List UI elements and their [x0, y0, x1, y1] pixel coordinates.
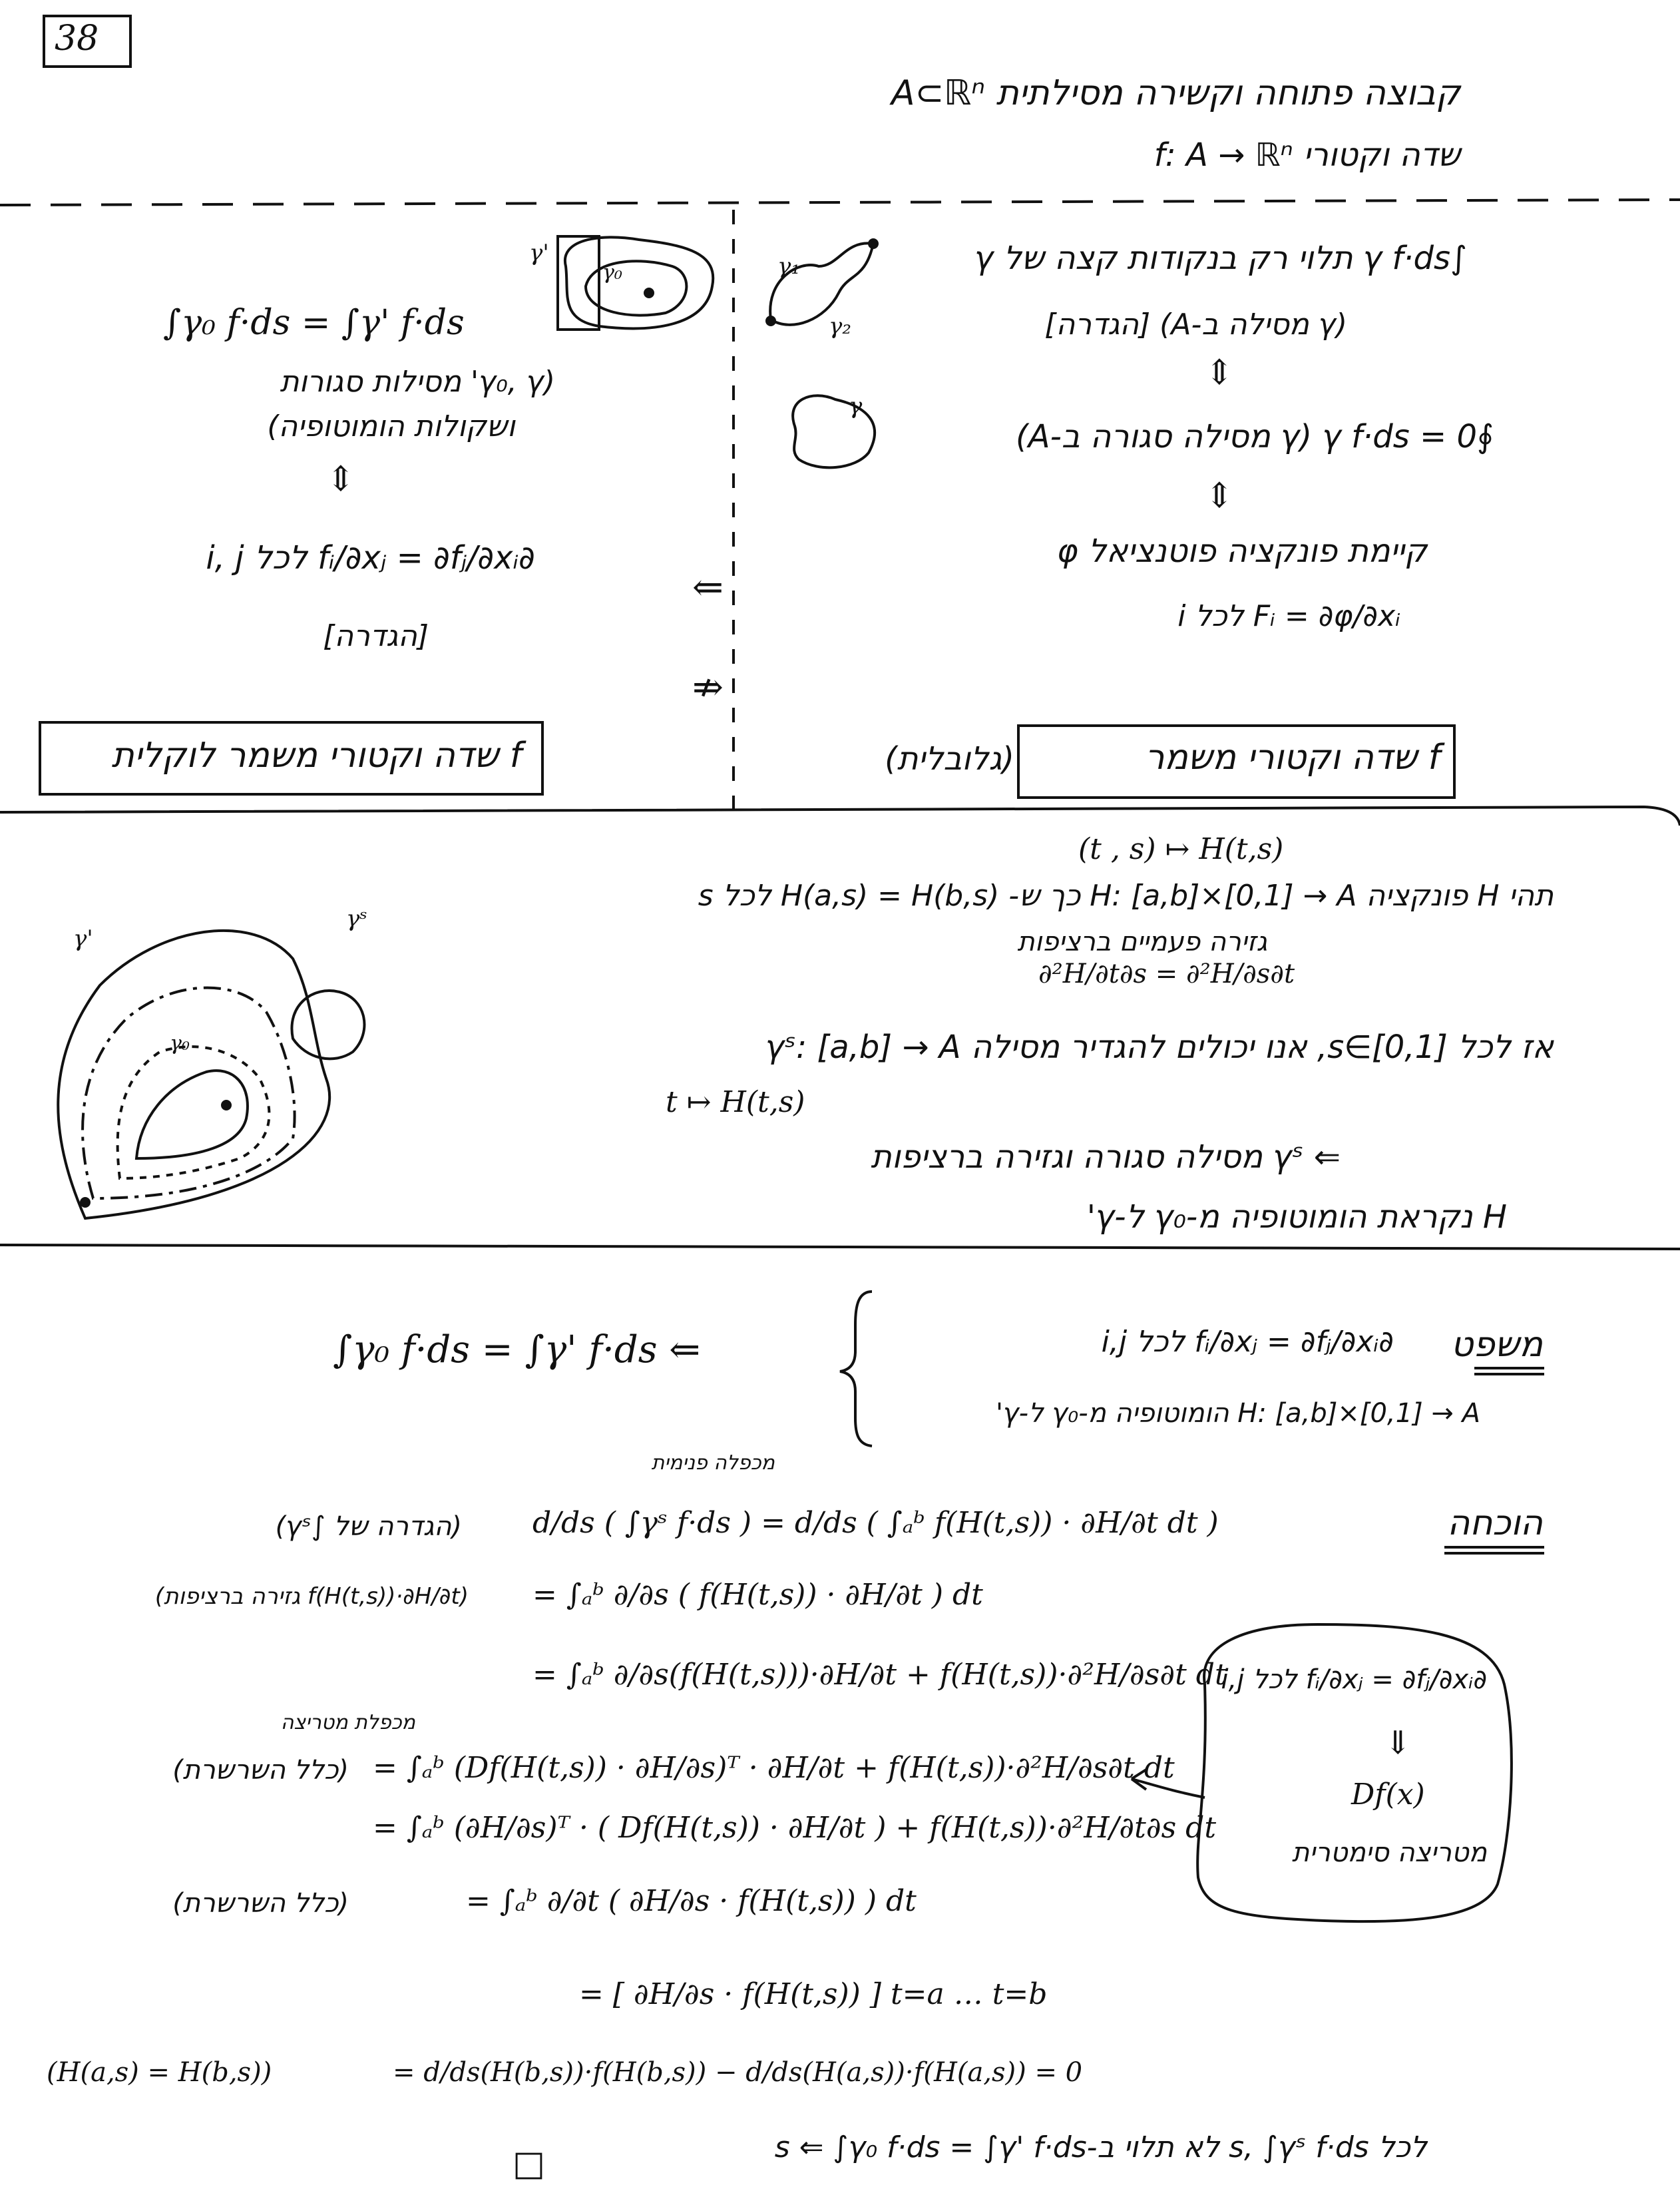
- proof-row-1: = ∫ₐᵇ ∂/∂s ( f(H(t,s)) · ∂H/∂t ) dt: [532, 1578, 983, 1612]
- right-line-2: ∮γ f·ds = 0 (γ מסילה סגורה ב-A): [1016, 418, 1494, 455]
- side-note-arrow-down: ⇓: [1384, 1724, 1412, 1762]
- side-note-line-4: מטריצה סימטרית: [1291, 1837, 1487, 1868]
- proof-remark-1: (f(H(t,s))·∂H/∂t גזירה ברציפות): [154, 1583, 469, 1610]
- left-line-2: ∂fᵢ/∂xⱼ = ∂fⱼ/∂xᵢ לכל i, j: [206, 539, 535, 577]
- left-iff: ⇕: [326, 459, 355, 499]
- label-gamma0: γ₀: [170, 1032, 190, 1055]
- proof-label: הוכחה: [1447, 1503, 1543, 1543]
- not-implies-arrow: ⇏: [692, 666, 724, 709]
- theorem-brace: [840, 1292, 872, 1446]
- proof-remark-5: (כלל השרשרת): [172, 1888, 349, 1919]
- proof-row-4: = ∫ₐᵇ (∂H/∂s)ᵀ · ( Df(H(t,s)) · ∂H/∂t ) + f(H(t,s))·∂²H/∂t∂s dt: [373, 1811, 1216, 1845]
- homotopy-line-7: H נקראת הומוטופיה מ-γ₀ ל-γ': [1086, 1198, 1507, 1236]
- proof-row-7: = d/ds(H(b,s))·f(H(b,s)) − d/ds(H(a,s))·f(H(a,s)) = 0: [393, 2057, 1083, 2088]
- proof-qed: □: [513, 2144, 546, 2184]
- page-number: 38: [55, 19, 99, 59]
- right-line-3b: Fᵢ = ∂φ/∂xᵢ לכל i: [1177, 599, 1400, 633]
- proof-row-6: = [ ∂H/∂s · f(H(t,s)) ] t=a … t=b: [579, 1977, 1048, 2011]
- left-line-1: ∫γ₀ f·ds = ∫γ' f·ds: [163, 303, 465, 343]
- label-gamma-prime: γ': [73, 925, 93, 952]
- homotopic-loops-sketch: [558, 236, 713, 330]
- theorem-label: משפט: [1450, 1325, 1543, 1365]
- proof-row-2: = ∫ₐᵇ ∂/∂s(f(H(t,s)))·∂H/∂t + f(H(t,s))·∂²H/∂s∂t dt: [532, 1658, 1227, 1692]
- right-iff-2: ⇕: [1205, 476, 1234, 516]
- header-line-1: קבוצה פתוחה וקשירה מסילתית A⊂ℝⁿ: [891, 73, 1460, 113]
- homotopy-line-3: ∂²H/∂t∂s = ∂²H/∂s∂t: [1038, 959, 1295, 989]
- homotopy-line-2: גזירה פעמיים ברציפות: [1017, 927, 1267, 957]
- right-line-1: ∫γ f·ds תלוי רק בנקודות קצה של γ: [974, 240, 1467, 277]
- right-line-3: קיימת פונקציה פוטנציאל φ: [1057, 533, 1427, 570]
- dashed-separator: [0, 200, 1680, 205]
- homotopy-line-1: תהי H פונקציה H: [a,b]×[0,1] → A כך ש- H(a,s) = H(b,s) לכל s: [698, 879, 1554, 913]
- label-gamma0-top: γ₀: [602, 261, 622, 284]
- closed-loop-sketch: [793, 395, 875, 467]
- homotopy-line-4: אז לכל s∈[0,1], אנו יכולים להגדיר מסילה γˢ: [a,b] → A: [765, 1029, 1554, 1066]
- label-gamma-prime-top: γ': [529, 240, 549, 266]
- label-gamma1: γ₁: [777, 253, 800, 280]
- left-line-1b: (γ₀, γ' מסילות סגורות: [280, 365, 555, 399]
- proof-note-dot: מכפלה פנימית: [651, 1451, 775, 1475]
- right-box-label: f שדה וקטורי משמר: [1145, 738, 1440, 778]
- rule-1: [0, 807, 1680, 826]
- rule-2: [0, 1245, 1680, 1249]
- label-gamma2: γ₂: [829, 313, 851, 340]
- proof-note-matrix: מכפלת מטריצה: [280, 1711, 415, 1734]
- theorem-condition-1: ∂fᵢ/∂xⱼ = ∂fⱼ/∂xᵢ לכל i,j: [1101, 1325, 1394, 1359]
- proof-row-0: d/ds ( ∫γˢ f·ds ) = d/ds ( ∫ₐᵇ f(H(t,s)) · ∂H/∂t dt ): [532, 1506, 1219, 1540]
- side-note-line-1: ∂fᵢ/∂xⱼ = ∂fⱼ/∂xᵢ לכל i,j: [1221, 1664, 1487, 1695]
- proof-remark-7: (H(a,s) = H(b,s)): [47, 2057, 272, 2088]
- left-box-label: f שדה וקטורי משמר לוקלית: [111, 736, 522, 776]
- homotopy-sketch: [58, 931, 364, 1218]
- homotopy-line-5: t ↦ H(t,s): [666, 1085, 805, 1119]
- homotopy-top: (t , s) ↦ H(t,s): [1078, 832, 1284, 866]
- label-gamma-s: γˢ: [346, 905, 367, 932]
- right-iff-1: ⇕: [1205, 353, 1234, 393]
- left-line-1c: ושקולות הומוטופיה): [267, 409, 515, 443]
- proof-remark-3: (כלל השרשרת): [172, 1755, 349, 1786]
- proof-row-3: = ∫ₐᵇ (Df(H(t,s)) · ∂H/∂s)ᵀ · ∂H/∂t + f(H(t,s))·∂²H/∂s∂t dt: [373, 1751, 1175, 1785]
- theorem-conclusion: ∫γ₀ f·ds = ∫γ' f·ds ⇐: [333, 1328, 701, 1371]
- implies-left-arrow: ⇐: [692, 566, 724, 609]
- proof-final: לכל s, ∫γˢ f·ds לא תלוי ב-s ⇐ ∫γ₀ f·ds = ∫γ' f·ds: [774, 2130, 1427, 2164]
- right-line-1b: (γ מסילה ב-A) [הגדרה]: [1044, 308, 1347, 342]
- proof-remark-0: (הגדרה של ∫γˢ): [275, 1511, 462, 1542]
- label-gamma-closed: γ: [849, 393, 863, 419]
- theorem-condition-2: H: [a,b]×[0,1] → A הומוטופיה מ-γ₀ ל-γ': [995, 1398, 1480, 1429]
- left-line-2b: [הגדרה]: [323, 619, 429, 653]
- header-line-2: שדה וקטורי f: A → ℝⁿ: [1154, 136, 1460, 174]
- right-box-suffix: (גלובלית): [885, 740, 1014, 778]
- side-note-line-3: Df(x): [1351, 1778, 1425, 1812]
- proof-row-5: = ∫ₐᵇ ∂/∂t ( ∂H/∂s · f(H(t,s)) ) dt: [466, 1884, 917, 1918]
- homotopy-line-6: ⇐ γˢ מסילה סגורה וגזירה ברציפות: [871, 1138, 1341, 1176]
